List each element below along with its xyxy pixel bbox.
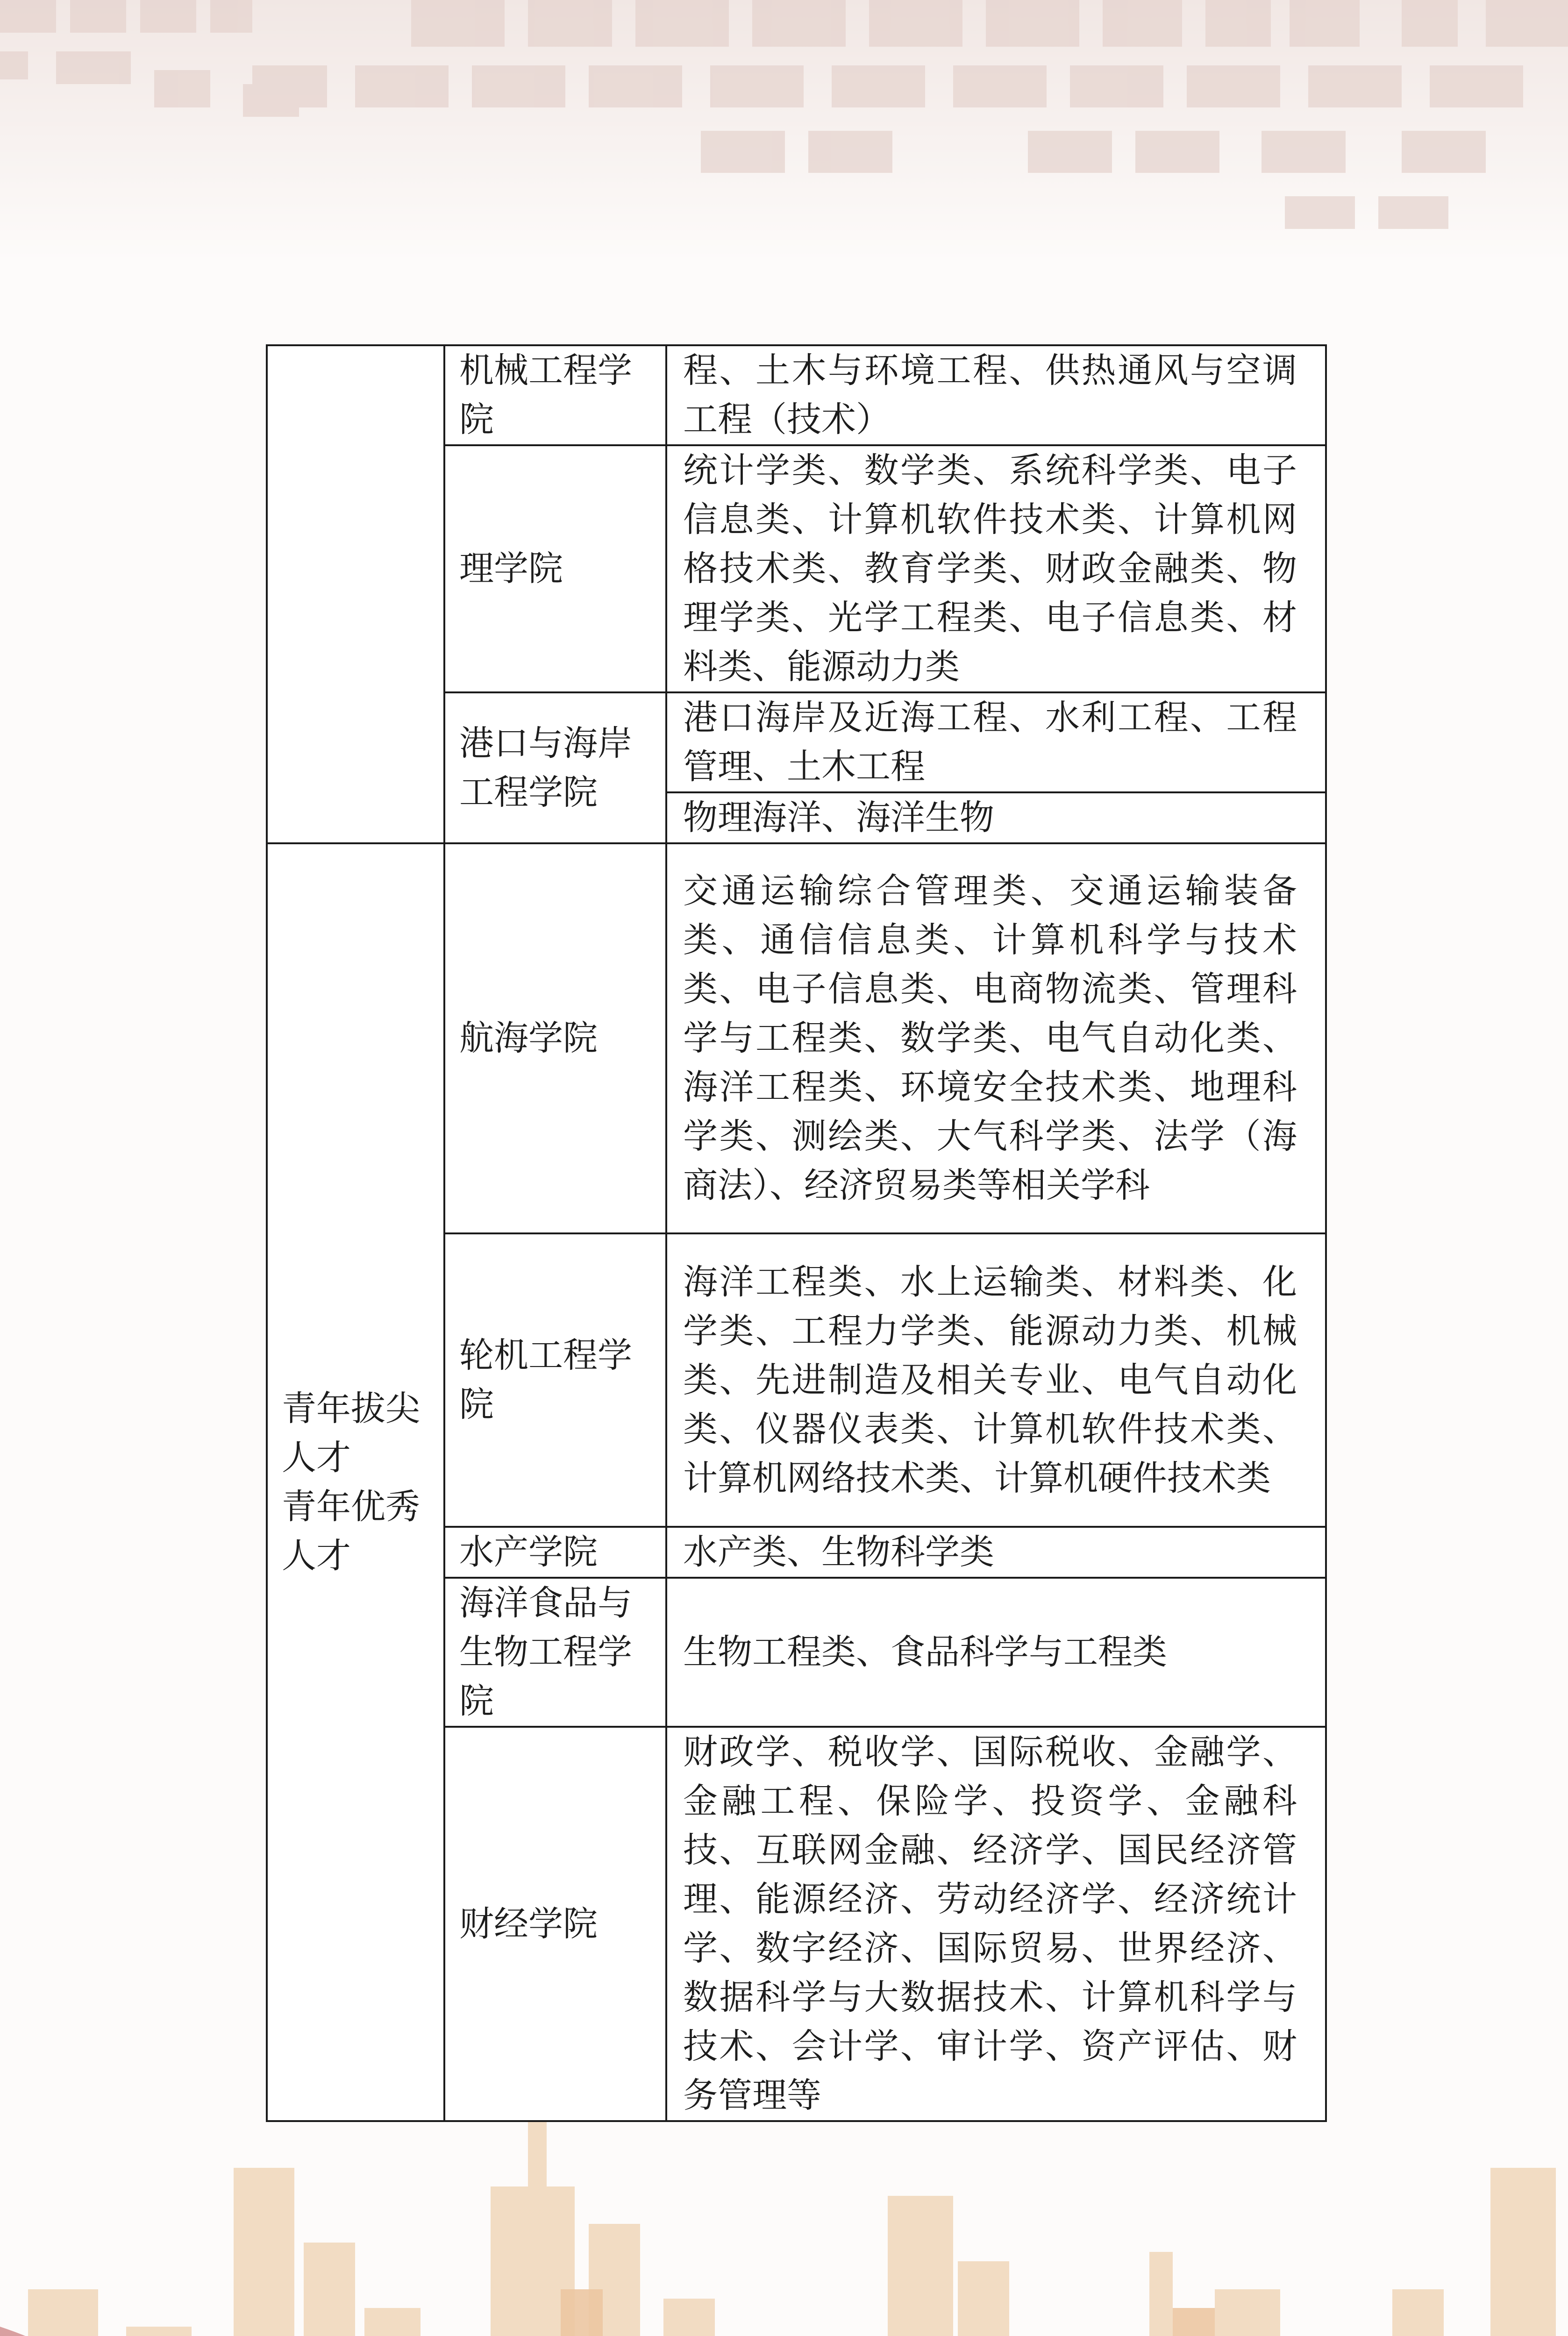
department-cell: 轮机工程学院 [444,1233,666,1527]
majors-cell: 生物工程类、食品科学与工程类 [666,1578,1326,1727]
department-cell: 理学院 [444,445,666,692]
majors-cell: 交通运输综合管理类、交通运输装备类、通信信息类、计算机科学与技术类、电子信息类、电商物流类、管理科学与工程类、数学类、电气自动化类、海洋工程类、环境安全技术类、地理科学类、测绘类、大气科学类、法学（海商法）、经济贸易类等相关学科 [666,843,1326,1233]
table-row [267,843,1326,1233]
department-cell: 航海学院 [444,843,666,1233]
majors-cell: 港口海岸及近海工程、水利工程、工程管理、土木工程 [666,692,1326,792]
majors-cell: 水产类、生物科学类 [666,1527,1326,1578]
talent-category-cell [267,843,444,2121]
recruitment-table [266,344,1327,2122]
department-cell: 港口与海岸工程学院 [444,692,666,843]
majors-cell: 物理海洋、海洋生物 [666,792,1326,843]
department-cell: 机械工程学院 [444,345,666,445]
talent-category-cell [267,345,444,843]
talent-category-label: 青年拔尖人才 青年优秀人才 [282,1388,420,1576]
top-skyline-decoration [0,0,1568,262]
majors-cell: 海洋工程类、水上运输类、材料类、化学类、工程力学类、能源动力类、机械类、先进制造及相关专业、电气自动化类、仪器仪表类、计算机软件技术类、计算机网络技术类、计算机硬件技术类 [666,1233,1326,1527]
majors-cell: 统计学类、数学类、系统科学类、电子信息类、计算机软件技术类、计算机网格技术类、教育学类、财政金融类、物理学类、光学工程类、电子信息类、材料类、能源动力类 [666,445,1326,692]
department-cell: 海洋食品与生物工程学院 [444,1578,666,1727]
department-cell: 水产学院 [444,1527,666,1578]
department-cell: 财经学院 [444,1727,666,2121]
majors-cell: 财政学、税收学、国际税收、金融学、金融工程、保险学、投资学、金融科技、互联网金融、经济学、国民经济管理、能源经济、劳动经济学、经济统计学、数字经济、国际贸易、世界经济、数据科学与大数据技术、计算机科学与技术、会计学、审计学、资产评估、财务管理等 [666,1727,1326,2121]
majors-cell: 程、土木与环境工程、供热通风与空调工程（技术） [666,345,1326,445]
table-row [267,345,1326,445]
